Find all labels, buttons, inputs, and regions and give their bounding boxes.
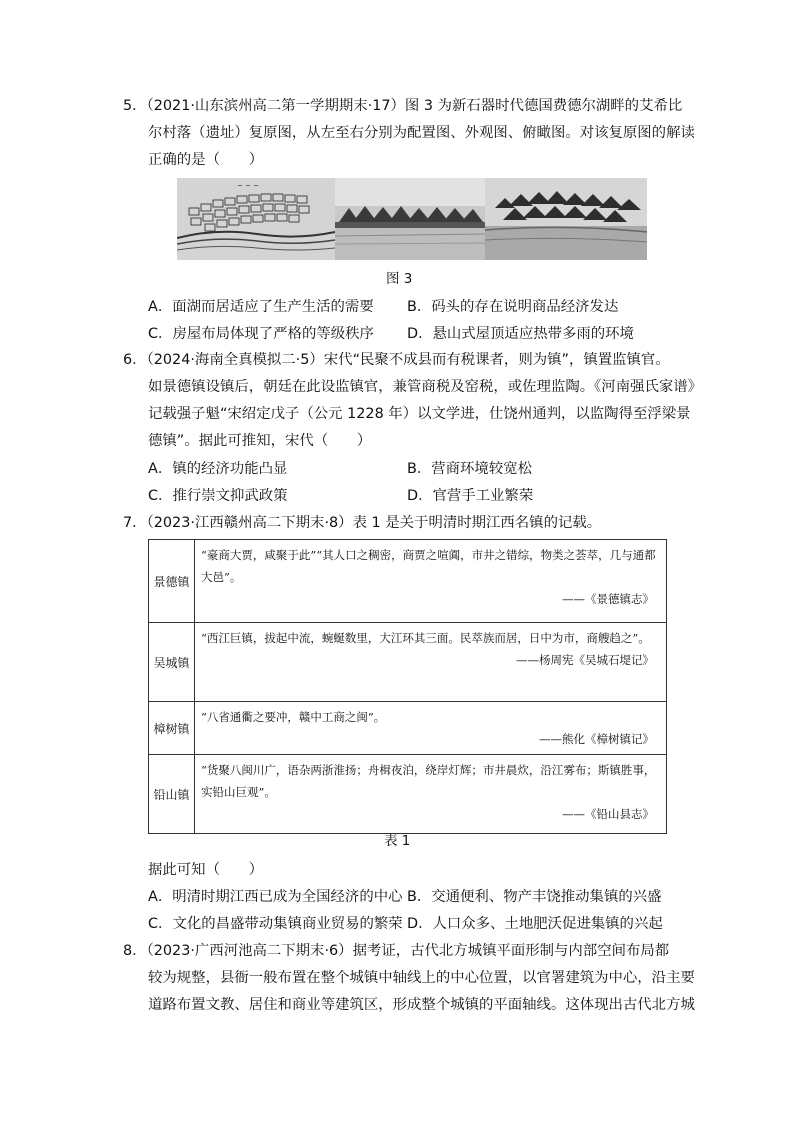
q8-line1: 8．（2023·广西河池高二下期末·6）据考证，古代北方城镇平面形制与内部空间布局都 bbox=[123, 943, 670, 959]
svg-text:~ ~ ~: ~ ~ ~ bbox=[237, 182, 260, 190]
q8-line3: 道路布置文教、居住和商业等建筑区，形成整个城镇的平面轴线。这体现出古代北方城 bbox=[148, 997, 695, 1013]
q6-line3: 记载强子魁“宋绍定戊子（公元 1228 年）以文学进，仕饶州通判，以监陶得至浮梁景 bbox=[148, 406, 691, 422]
q7-option-a: A．明清时期江西已成为全国经济的中心 bbox=[148, 889, 403, 905]
q6-option-d: D．官营手工业繁荣 bbox=[407, 488, 534, 504]
q6-option-a: A．镇的经济功能凸显 bbox=[148, 461, 288, 477]
q6-option-c: C．推行崇文抑武政策 bbox=[148, 488, 288, 504]
table-quote: “西江巨镇，拔起中流，蜿蜒数里，大江环其三面。民萃族而居，日中为市，商艘趋之”。 bbox=[201, 631, 650, 645]
table-caption: 表 1 bbox=[384, 833, 411, 849]
table-quote: “八省通衢之要冲，赣中工商之闽”。 bbox=[201, 710, 386, 724]
table-content bbox=[195, 755, 667, 834]
table-town: 景德镇 bbox=[149, 540, 195, 623]
q5-option-a: A．面湖而居适应了生产生活的需要 bbox=[148, 299, 374, 315]
q5-line1: 5．（2021·山东滨州高二第一学期期末·17）图 3 为新石器时代德国费德尔湖畔的艾希比 bbox=[123, 98, 683, 114]
table-source: ——《景德镇志》 bbox=[562, 592, 654, 606]
table-quote: “货聚八闽川广，语杂两浙淮扬；舟楫夜泊，绕岸灯辉；市井晨炊，沿江雾布；斯镇胜事，实铅山巨观”。 bbox=[201, 763, 656, 799]
village-reconstruction-figure bbox=[177, 178, 647, 260]
q8-line2: 较为规整，县衙一般布置在整个城镇中轴线上的中心位置，以官署建筑为中心，沿主要 bbox=[148, 970, 695, 986]
q5-option-c: C．房屋布局体现了严格的等级秩序 bbox=[148, 326, 374, 342]
q6-line4: 德镇”。据此可推知，宋代（ ） bbox=[148, 433, 372, 449]
figure-caption: 图 3 bbox=[386, 271, 413, 287]
table-source: ——杨周宪《吴城石堤记》 bbox=[516, 653, 654, 667]
table-content bbox=[195, 702, 667, 755]
q5-line3: 正确的是（ ） bbox=[148, 152, 264, 168]
q7-stem: 据此可知（ ） bbox=[148, 862, 264, 878]
table-row bbox=[149, 623, 667, 702]
q6-option-b: B．营商环境较宽松 bbox=[407, 461, 532, 477]
table-row bbox=[149, 540, 667, 623]
q6-line2: 如景德镇设镇后，朝廷在此设监镇官，兼管商税及窑税，或佐理监陶。《河南强氏家谱》 bbox=[148, 379, 703, 395]
figure-sketch bbox=[177, 178, 647, 260]
table-content bbox=[195, 623, 667, 702]
table-source: ——《铅山县志》 bbox=[562, 807, 654, 821]
q7-option-c: C．文化的昌盛带动集镇商业贸易的繁荣 bbox=[148, 916, 403, 932]
q7-option-d: D．人口众多、土地肥沃促进集镇的兴起 bbox=[407, 916, 663, 932]
table-quote: “豪商大贾，咸聚于此”“其人口之稠密，商贾之喧阗，市井之错综，物类之荟萃，几与通都大邑”。 bbox=[201, 548, 656, 584]
table-row bbox=[149, 755, 667, 834]
table-source: ——熊化《樟树镇记》 bbox=[539, 732, 654, 746]
table-town: 铅山镇 bbox=[149, 755, 195, 834]
table-1 bbox=[148, 539, 667, 834]
q5-option-d: D．悬山式屋顶适应热带多雨的环境 bbox=[407, 326, 634, 342]
table-content bbox=[195, 540, 667, 623]
table-row bbox=[149, 702, 667, 755]
table-town: 吴城镇 bbox=[149, 623, 195, 702]
q7-line1: 7．（2023·江西赣州高二下期末·8）表 1 是关于明清时期江西名镇的记载。 bbox=[123, 515, 602, 531]
q7-option-b: B．交通便利、物产丰饶推动集镇的兴盛 bbox=[407, 889, 662, 905]
table-town: 樟树镇 bbox=[149, 702, 195, 755]
q5-line2: 尔村落（遗址）复原图，从左至右分别为配置图、外观图、俯瞰图。对该复原图的解读 bbox=[148, 125, 695, 141]
q6-line1: 6．（2024·海南全真模拟二·5）宋代“民聚不成县而有税课者，则为镇”，镇置监镇官。 bbox=[123, 352, 670, 368]
q5-option-b: B．码头的存在说明商品经济发达 bbox=[407, 299, 619, 315]
